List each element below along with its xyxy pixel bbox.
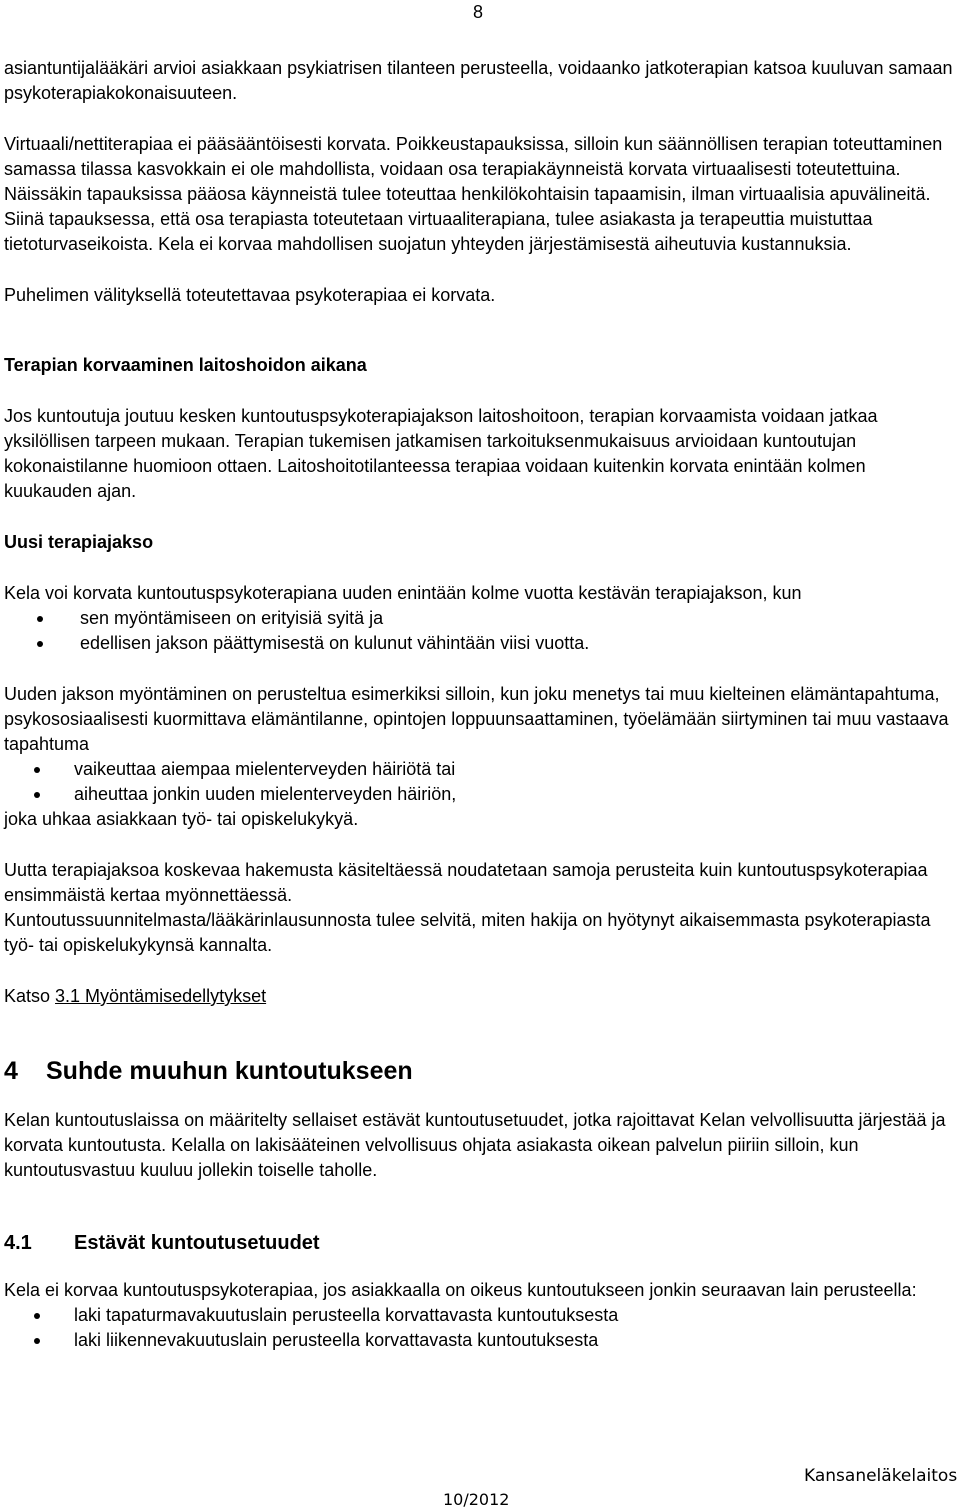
document-body xyxy=(4,56,956,1353)
paragraph: Kela voi korvata kuntoutuspsykoterapiana uuden enintään kolme vuotta kestävän terapiajakson, kun xyxy=(4,583,802,603)
list-item: vaikeuttaa aiempaa mielenterveyden häiriötä tai xyxy=(4,757,956,782)
bullet-icon xyxy=(34,1313,40,1319)
section-heading-laitoshoito: Terapian korvaaminen laitoshoidon aikana xyxy=(4,355,367,375)
bullet-icon xyxy=(37,641,43,647)
bullet-list xyxy=(4,1303,956,1353)
paragraph: Uutta terapiajaksoa koskevaa hakemusta käsiteltäessä noudatetaan samoja perusteita kuin kuntoutuspsykoterapiaa ensimmäistä kertaa myönnettäessä. xyxy=(4,860,928,905)
bullet-icon xyxy=(37,616,43,622)
paragraph: Virtuaali/nettiterapiaa ei pääsääntöisesti korvata. Poikkeustapauksissa, silloin kun säännöllisen terapian toteuttaminen samassa tilassa kasvokkain ei ole mahdollista, voidaan osa terapiakäynneistä korvata virtuaalisesti toteutettuina. Näissäkin tapauksissa pääosa käynneistä tulee toteuttaa henkilökohtaisin tapaamisin, ilman virtuaalisia apuvälineitä. Siinä tapauksessa, että osa terapiasta toteutetaan virtuaaliterapiana, tulee asiakasta ja terapeuttia muistuttaa tietoturvaseikoista. Kela ei korvaa mahdollisen suojatun yhteyden järjestämisestä aiheutuvia kustannuksia. xyxy=(4,134,943,254)
see-also: Katso 3.1 Myöntämisedellytykset xyxy=(4,986,267,1006)
list-item: sen myöntämiseen on erityisiä syitä ja xyxy=(4,606,956,631)
paragraph: asiantuntijalääkäri arvioi asiakkaan psykiatrisen tilanteen perusteella, voidaanko jatkoterapian katsoa kuuluvan samaan psykoterapiakokonaisuuteen. xyxy=(4,58,953,103)
bullet-list xyxy=(4,757,956,807)
page-number: 8 xyxy=(473,2,484,22)
paragraph: joka uhkaa asiakkaan työ- tai opiskelukykyä. xyxy=(4,809,359,829)
section-heading-uusi-terapiajakso: Uusi terapiajakso xyxy=(4,532,154,552)
bullet-icon xyxy=(34,767,40,773)
link-myontamisedellytykset[interactable]: 3.1 Myöntämisedellytykset xyxy=(55,986,267,1006)
paragraph: Kelan kuntoutuslaissa on määritelty sellaiset estävät kuntoutusetuudet, jotka rajoittavat Kelan velvollisuutta järjestää ja korvata kuntoutusta. Kelalla on lakisääteinen velvollisuus ohjata asiakasta oikean palvelun piiriin silloin, kun kuntoutusvastuu kuuluu jollekin toiselle taholle. xyxy=(4,1110,946,1180)
paragraph: Jos kuntoutuja joutuu kesken kuntoutuspsykoterapiajakson laitoshoitoon, terapian korvaamista voidaan jatkaa yksilöllisen tarpeen mukaan. Terapian tukemisen jatkamisen tarkoituksenmukaisuus arvioidaan kuntoutujan kokonaistilanne huomioon ottaen. Laitoshoitotilanteessa terapiaa voidaan kuitenkin korvata enintään kolmen kuukauden ajan. xyxy=(4,406,878,501)
list-item: laki liikennevakuutuslain perusteella korvattavasta kuntoutuksesta xyxy=(4,1328,956,1353)
paragraph: Kela ei korvaa kuntoutuspsykoterapiaa, jos asiakkaalla on oikeus kuntoutukseen jonkin seuraavan lain perusteella: xyxy=(4,1280,917,1300)
list-item: aiheuttaa jonkin uuden mielenterveyden häiriön, xyxy=(4,782,956,807)
section-heading-4-1: 4.1 Estävät kuntoutusetuudet xyxy=(4,1232,320,1254)
bullet-icon xyxy=(34,792,40,798)
list-item: edellisen jakson päättymisestä on kulunut vähintään viisi vuotta. xyxy=(4,631,956,656)
paragraph: Puhelimen välityksellä toteutettavaa psykoterapiaa ei korvata. xyxy=(4,285,496,305)
kela-logo: Kansaneläkelaitos xyxy=(804,1466,958,1486)
chapter-heading-4: 4 Suhde muuhun kuntoutukseen xyxy=(4,1057,413,1085)
footer-version-code: 10/2012 xyxy=(443,1490,510,1509)
list-item: laki tapaturmavakuutuslain perusteella korvattavasta kuntoutuksesta xyxy=(4,1303,956,1328)
bullet-icon xyxy=(34,1338,40,1344)
bullet-list xyxy=(4,606,956,656)
paragraph: Kuntoutussuunnitelmasta/lääkärinlausunnosta tulee selvitä, miten hakija on hyötynyt aikaisemmasta psykoterapiasta työ- tai opiskelukykynsä kannalta. xyxy=(4,910,931,955)
paragraph: Uuden jakson myöntäminen on perusteltua esimerkiksi silloin, kun joku menetys tai muu kielteinen elämäntapahtuma, psykososiaalisesti kuormittava elämäntilanne, opintojen loppuunsaattaminen, työelämään siirtyminen tai muu vastaava tapahtuma xyxy=(4,684,949,754)
